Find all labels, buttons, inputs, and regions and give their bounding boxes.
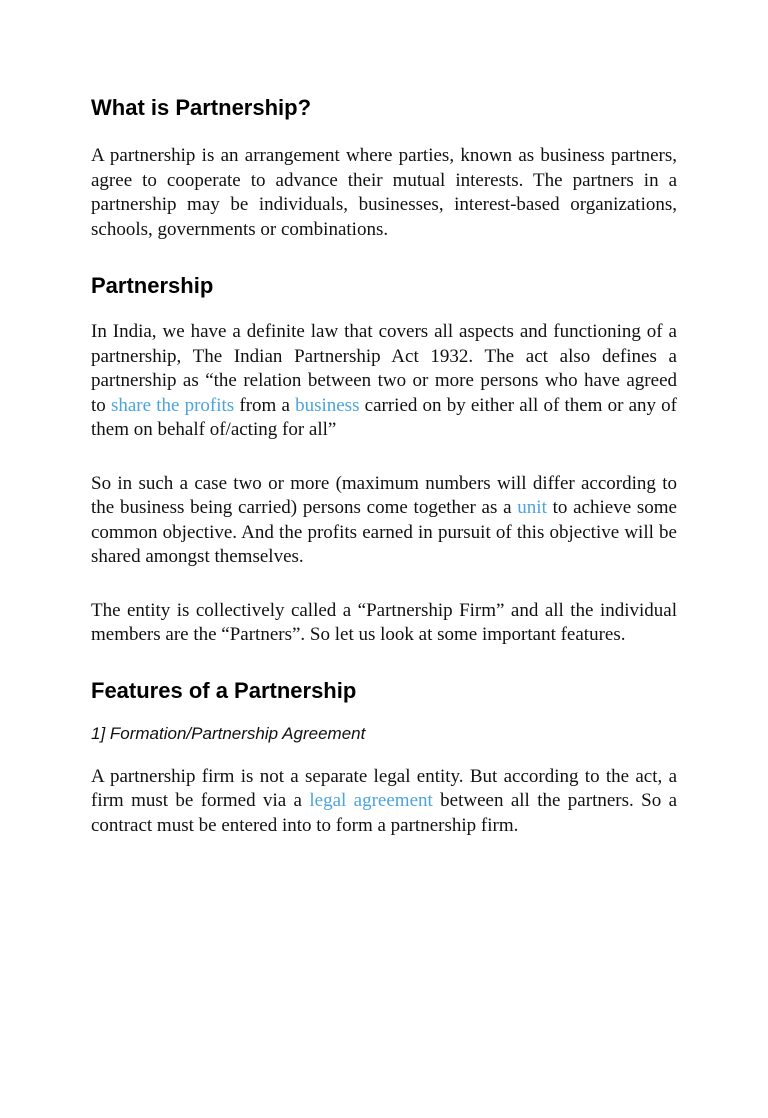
subheading-formation: 1] Formation/Partnership Agreement [91, 723, 366, 743]
link-unit[interactable]: unit [517, 497, 547, 518]
link-share-the-profits[interactable]: share the profits [110, 394, 235, 416]
paragraph-text: from a [234, 394, 296, 416]
document-page [0, 94, 768, 1118]
paragraph-text: between all the partners. So a contract must be entered into to form a partnership firm. [91, 790, 677, 836]
paragraph-text: to achieve some common objective. And the profits earned in pursuit of this objective will be shared amongst themselves. [91, 497, 677, 567]
paragraph-entity: The entity is collectively called a “Partnership Firm” and all the individual members are the “Partners”. So let us look at some important features. [91, 599, 677, 645]
paragraph-text: A partnership firm is not a separate legal entity. But according to the act, a firm must be formed via a [91, 765, 677, 811]
paragraph-definition: A partnership is an arrangement where parties, known as business partners, agree to cooperate to advance their mutual interests. The partners in a partnership may be individuals, businesses, interest-based organizations, schools, governments or combinations. [91, 145, 677, 240]
heading-partnership: Partnership [91, 273, 214, 298]
paragraph-formation [91, 765, 677, 839]
paragraph-text: So in such a case two or more (maximum numbers will differ according to the business being carried) persons come together as a [91, 472, 677, 518]
paragraph-text: In India, we have a definite law that covers all aspects and functioning of a partnership, The Indian Partnership Act 1932. The act also defines a partnership as “the relation between two or more persons who have agreed to [91, 321, 677, 416]
link-business[interactable]: business [295, 394, 360, 416]
paragraph-unit [91, 472, 677, 570]
heading-features: Features of a Partnership [91, 677, 357, 703]
paragraph-text: carried on by either all of them or any of them on behalf of/acting for all” [91, 394, 678, 440]
link-legal-agreement[interactable]: legal agreement [309, 790, 433, 811]
heading-what-is-partnership: What is Partnership? [91, 95, 312, 120]
paragraph-indian-act [91, 320, 677, 443]
